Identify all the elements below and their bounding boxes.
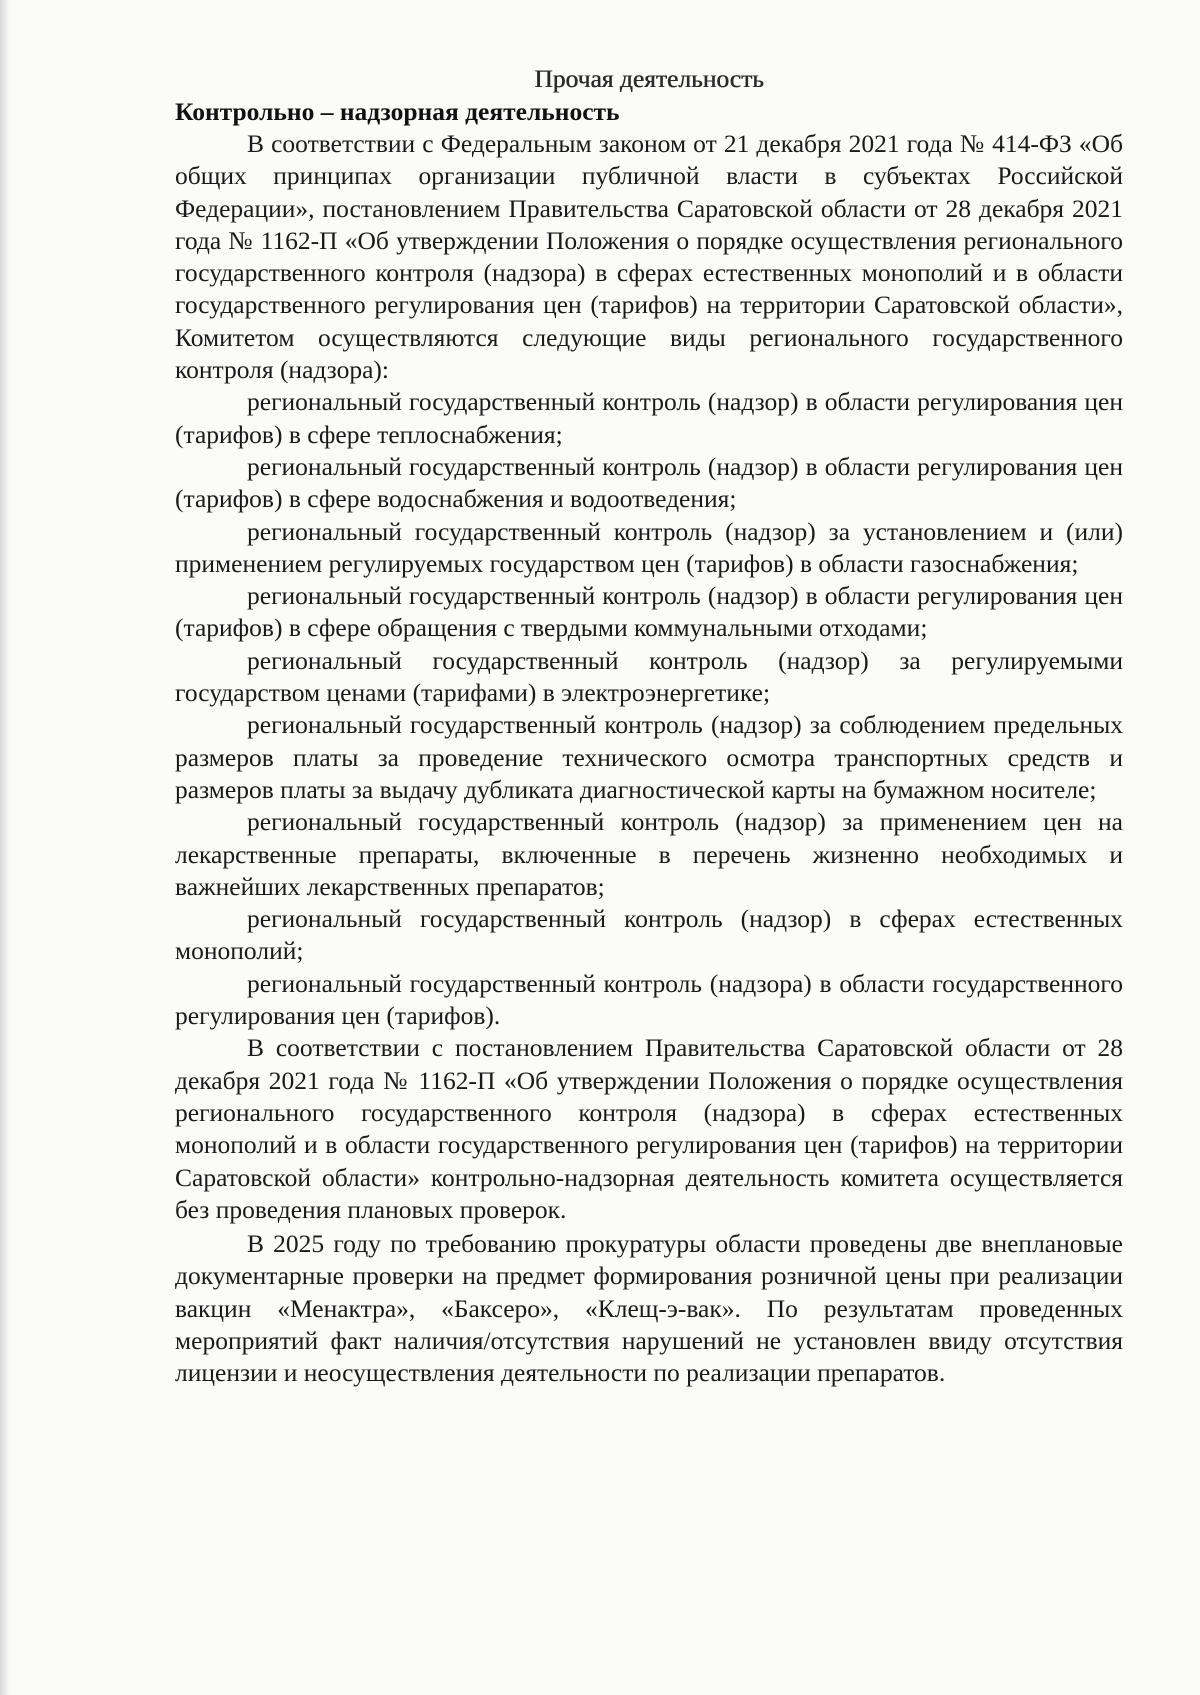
list-item: региональный государственный контроль (надзор) в области регулирования цен (тарифов) в сфере водоснабжения и водоотведения; [175, 451, 1123, 514]
list-item: региональный государственный контроль (надзор) в области регулирования цен (тарифов) в сфере обращения с твердыми коммунальными отходами; [175, 581, 1123, 643]
list-item: региональный государственный контроль (надзора) в области государственного регулирования цен (тарифов). [175, 968, 1123, 1031]
section-heading: Контрольно – надзорная деятельность [175, 97, 620, 126]
unplanned-checks-2025-paragraph: В 2025 году по требованию прокуратуры области проведены две внеплановые документарные проверки на предмет формирования розничной цены при реализации вакцин «Менактра», «Баксеро», «Клещ-э-вак». По результатам проведенных мероприятий факт наличия/отсутствия нарушений не установлен ввиду отсутствия лицензии и неосуществления деятельности по реализации препаратов. [175, 1229, 1123, 1388]
page-edge-shadow [0, 0, 12, 1695]
list-item: региональный государственный контроль (надзор) в сферах естественных монополий; [175, 904, 1123, 966]
no-planned-checks-paragraph: В соответствии с постановлением Правительства Саратовской области от 28 декабря 2021 года № 1162-П «Об утверждении Положения о порядке осуществления регионального государственного контроля (надзора) в сферах естественных монополий и в области государственного регулирования цен (тарифов) на территории Саратовской области» контрольно-надзорная деятельность комитета осуществляется без проведения плановых проверок. [175, 1033, 1123, 1224]
list-item: региональный государственный контроль (надзор) за соблюдением предельных размеров платы за проведение технического осмотра транспортных средств и размеров платы за выдачу дубликата диагностической карты на бумажном носителе; [175, 710, 1123, 804]
control-types-list [175, 386, 1123, 1032]
list-item: региональный государственный контроль (надзор) в области регулирования цен (тарифов) в сфере теплоснабжения; [175, 387, 1123, 449]
list-item: региональный государственный контроль (надзор) за применением цен на лекарственные препараты, включенные в перечень жизненно необходимых и важнейших лекарственных препаратов; [175, 807, 1123, 901]
document-body [175, 62, 1123, 1390]
list-item: региональный государственный контроль (надзор) за регулируемыми государством ценами (тарифами) в электроэнергетике; [175, 645, 1123, 708]
list-item: региональный государственный контроль (надзор) за установлением и (или) применением регулируемых государством цен (тарифов) в области газоснабжения; [175, 516, 1123, 578]
document-title: Прочая деятельность [534, 64, 764, 93]
intro-paragraph: В соответствии с Федеральным законом от 21 декабря 2021 года № 414-ФЗ «Об общих принципах организации публичной власти в субъектах Российской Федерации», постановлением Правительства Саратовской области от 28 декабря 2021 года № 1162-П «Об утверждении Положения о порядке осуществления регионального государственного контроля (надзора) в сферах естественных монополий и в области государственного регулирования цен (тарифов) на территории Саратовской области», Комитетом осуществляются следующие виды регионального государственного контроля (надзора): [175, 129, 1123, 385]
